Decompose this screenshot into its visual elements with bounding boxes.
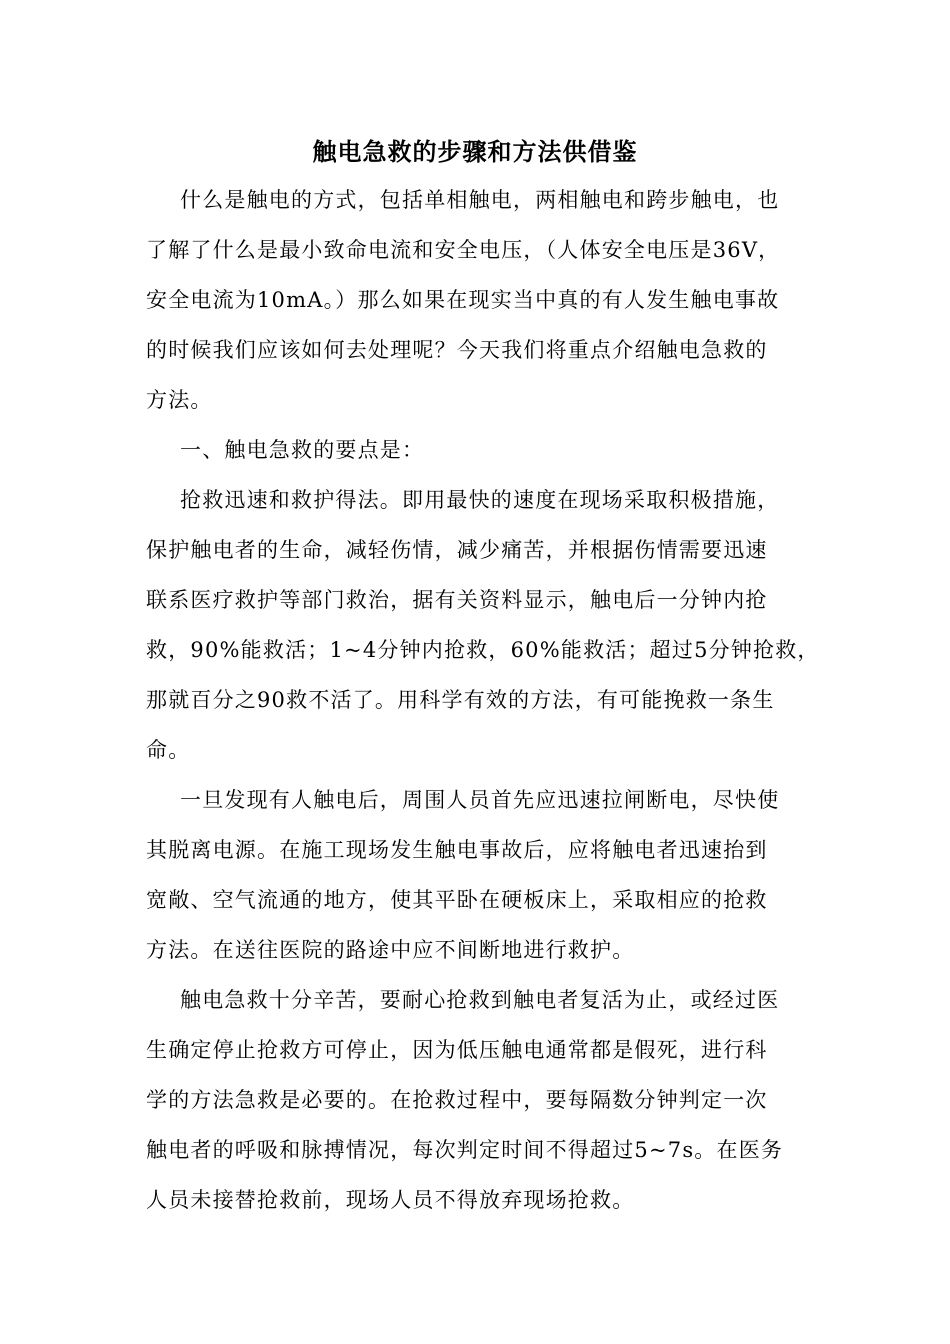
text-line: 的时候我们应该如何去处理呢？今天我们将重点介绍触电急救的	[146, 338, 768, 362]
text-line: 救，90%能救活；1~4分钟内抢救，60%能救活；超过5分钟抢救，	[146, 638, 820, 662]
text-line: 抢救迅速和救护得法。即用最快的速度在现场采取积极措施，	[180, 488, 780, 512]
text-line: 保护触电者的生命，减轻伤情，减少痛苦，并根据伤情需要迅速	[146, 538, 768, 562]
text-line: 触电者的呼吸和脉搏情况，每次判定时间不得超过5~7s。在医务	[146, 1138, 784, 1162]
text-line: 一旦发现有人触电后，周围人员首先应迅速拉闸断电，尽快使	[180, 788, 780, 812]
text-line: 人员未接替抢救前，现场人员不得放弃现场抢救。	[146, 1188, 635, 1212]
text-line: 命。	[146, 738, 191, 762]
text-line: 联系医疗救护等部门救治，据有关资料显示，触电后一分钟内抢	[146, 588, 768, 612]
text-line: 什么是触电的方式，包括单相触电，两相触电和跨步触电，也	[180, 188, 780, 212]
section-heading: 一、触电急救的要点是：	[180, 438, 425, 462]
text-line: 学的方法急救是必要的。在抢救过程中，要每隔数分钟判定一次	[146, 1088, 768, 1112]
document-title: 触电急救的步骤和方法供借鉴	[312, 137, 638, 166]
text-line: 其脱离电源。在施工现场发生触电事故后，应将触电者迅速抬到	[146, 838, 768, 862]
text-line: 方法。	[146, 388, 213, 412]
text-line: 生确定停止抢救方可停止，因为低压触电通常都是假死，进行科	[146, 1038, 768, 1062]
text-line: 宽敞、空气流通的地方，使其平卧在硬板床上，采取相应的抢救	[146, 888, 768, 912]
text-line: 触电急救十分辛苦，要耐心抢救到触电者复活为止，或经过医	[180, 988, 780, 1012]
text-line: 方法。在送往医院的路途中应不间断地进行救护。	[146, 938, 635, 962]
text-line: 了解了什么是最小致命电流和安全电压，（人体安全电压是36V，	[146, 238, 781, 262]
text-line: 安全电流为10mA。）那么如果在现实当中真的有人发生触电事故	[146, 288, 780, 312]
text-line: 那就百分之90救不活了。用科学有效的方法，有可能挽救一条生	[146, 688, 775, 712]
